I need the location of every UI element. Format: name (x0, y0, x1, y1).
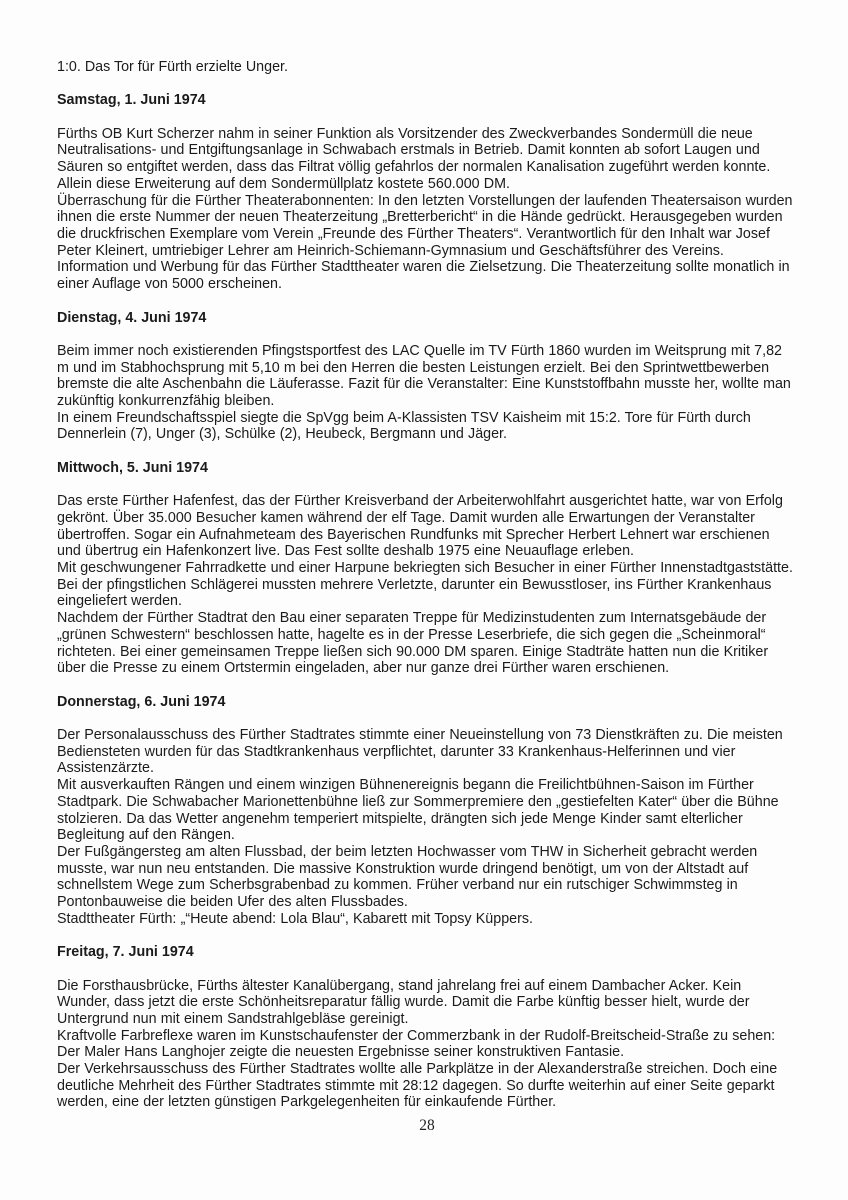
paragraph: Mit ausverkauften Rängen und einem winzigen Bühnenereignis begann die Freilichtbühnen-Saison im Fürther Stadtpark. Die Schwabacher Marionettenbühne ließ zur Sommerpremiere den „gestiefelten Kater“ über die Bühne stolzieren. Da das Wetter angenehm temperiert mitspielte, drängten sich jede Menge Kinder samt elterlicher Begleitung auf den Rängen. (57, 777, 779, 844)
page-number: 28 (419, 1117, 435, 1135)
paragraph: Der Personalausschuss des Fürther Stadtrates stimmte einer Neueinstellung von 73 Dienstkräften zu. Die meisten Bediensteten wurden für das Stadtkrankenhaus verpflichtet, darunter 33 Krankenhaus-Helferinnen und vier Assistenzärzte. (57, 727, 783, 777)
section-dienstag-4-juni-1974 (57, 310, 797, 444)
paragraph: Die Forsthausbrücke, Fürths ältester Kanalübergang, stand jahrelang frei auf einem Dambacher Acker. Kein Wunder, dass jetzt die erste Schönheitsreparatur fällig wurde. Damit die Farbe künftig besser hielt, wurde der Untergrund nun mit einem Sandstrahlgebläse gereinigt. (57, 977, 750, 1027)
section-mittwoch-5-juni-1974 (57, 460, 797, 677)
day-heading: Samstag, 1. Juni 1974 (57, 92, 206, 109)
day-paragraphs (57, 493, 797, 677)
day-paragraphs (57, 727, 797, 927)
section-samstag-1-juni-1974 (57, 92, 797, 292)
paragraph: Fürths OB Kurt Scherzer nahm in seiner Funktion als Vorsitzender des Zweckverbandes Sondermüll die neue Neutralisations- und Entgiftungsanlage in Schwabach erstmals in Betrieb. Damit konnten ab sofort Laugen und Säuren so entgiftet werden, dass das Filtrat völlig gefahrlos der normalen Kanalisation zugeführt werden konnte. Allein diese Erweiterung auf dem Sondermüllplatz kostete 560.000 DM. (57, 125, 771, 192)
intro-line: 1:0. Das Tor für Fürth erzielte Unger. (57, 59, 288, 75)
paragraph: Der Fußgängersteg am alten Flussbad, der beim letzten Hochwasser vom THW in Sicherheit gebracht werden musste, war nun neu entstanden. Die massive Konstruktion wurde dringend benötigt, um von der Altstadt auf schnellstem Wege zum Scherbsgrabenbad zu kommen. Früher verband nur ein rutschiger Schwimmsteg in Pontonbauweise die beiden Ufer des alten Flussbades. (57, 843, 758, 911)
paragraph: Der Verkehrsausschuss des Fürther Stadtrates wollte alle Parkplätze in der Alexanderstraße streichen. Doch eine deutliche Mehrheit des Fürther Stadtrates stimmte mit 28:12 dagegen. So durfte weiterhin auf einer Seite geparkt werden, eine der letzten günstigen Parkgelegenheiten für einkaufende Fürther. (57, 1061, 778, 1111)
day-paragraphs (57, 343, 797, 443)
day-heading: Dienstag, 4. Juni 1974 (57, 309, 207, 326)
day-paragraphs (57, 978, 797, 1112)
section-donnerstag-6-juni-1974 (57, 694, 797, 928)
paragraph: Stadttheater Fürth: „“Heute abend: Lola Blau“, Kabarett mit Topsy Küppers. (57, 910, 533, 927)
paragraph: Das erste Fürther Hafenfest, das der Fürther Kreisverband der Arbeiterwohlfahrt ausgerichtet hatte, war von Erfolg gekrönt. Über 35.000 Besucher kamen während der elf Tage. Damit wurden alle Erwartungen der Veranstalter übertroffen. Sogar ein Aufnahmeteam des Bayerischen Rundfunks mit Sprecher Herbert Lehnert war erschienen und übertrug ein Hafenkonzert live. Das Fest sollte deshalb 1975 eine Neuauflage erleben. (57, 493, 783, 560)
section-freitag-7-juni-1974 (57, 944, 797, 1111)
paragraph: Beim immer noch existierenden Pfingstsportfest des LAC Quelle im TV Fürth 1860 wurden im Weitsprung mit 7,82 m und im Stabhochsprung mit 5,10 m bei den Herren die besten Leistungen erzielt. Bei den Sprintwettbewerben bremste die alte Aschenbahn die Läuferasse. Fazit für die Veranstalter: Eine Kunststoffbahn musste her, wollte man zukünftig konkurrenzfähig bleiben. (57, 342, 791, 409)
day-paragraphs (57, 126, 797, 293)
day-heading: Donnerstag, 6. Juni 1974 (57, 693, 226, 710)
paragraph: Überraschung für die Fürther Theaterabonnenten: In den letzten Vorstellungen der laufenden Theatersaison wurden ihnen die erste Nummer der neuen Theaterzeitung „Bretterbericht“ in die Hände gedrückt. Herausgegeben wurden die druckfrischen Exemplare vom Verein „Freunde des Fürther Theaters“. Verantwortlich für den Inhalt war Josef Peter Kleinert, umtriebiger Lehrer am Heinrich-Schiemann-Gymnasium und Geschäftsführer des Vereins. Information und Werbung für das Fürther Stadttheater waren die Zielsetzung. Die Theaterzeitung sollte monatlich in einer Auflage von 5000 erscheinen. (57, 192, 793, 293)
paragraph: Nachdem der Fürther Stadtrat den Bau einer separaten Treppe für Medizinstudenten zum Internatsgebäude der „grünen Schwestern“ beschlossen hatte, hagelte es in der Presse Leserbriefe, die sich gegen die „Scheinmoral“ richteten. Bei einer gemeinsamen Treppe ließen sich 90.000 DM sparen. Einige Stadträte hatten nun die Kritiker über die Presse zu einem Ortstermin eingeladen, aber nur ganze drei Fürther waren erschienen. (57, 610, 769, 677)
paragraph: Mit geschwungener Fahrradkette und einer Harpune bekriegten sich Besucher in einer Fürther Innenstadtgaststätte. Bei der pfingstlichen Schlägerei mussten mehrere Verletzte, darunter ein Bewusstloser, ins Fürther Krankenhaus eingeliefert werden. (57, 560, 793, 610)
paragraph: In einem Freundschaftsspiel siegte die SpVgg beim A-Klassisten TSV Kaisheim mit 15:2. Tore für Fürth durch Dennerlein (7), Unger (3), Schülke (2), Heubeck, Bergmann und Jäger. (57, 409, 751, 443)
day-heading: Mittwoch, 5. Juni 1974 (57, 459, 208, 476)
paragraph: Kraftvolle Farbreflexe waren im Kunstschaufenster der Commerzbank in der Rudolf-Breitscheid-Straße zu sehen: Der Maler Hans Langhojer zeigte die neuesten Ergebnisse seiner konstruktiven Fantasie. (57, 1027, 776, 1061)
day-heading: Freitag, 7. Juni 1974 (57, 944, 194, 961)
